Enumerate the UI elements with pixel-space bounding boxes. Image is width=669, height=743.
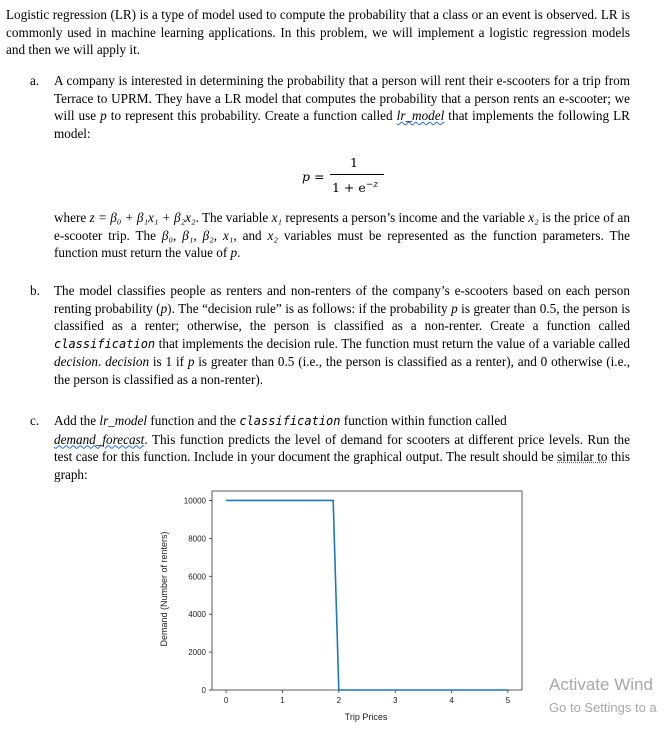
activate-windows-subtitle: Go to Settings to a: [549, 700, 657, 715]
series-line-demand: [226, 500, 508, 690]
y-tick-label: 8000: [188, 534, 206, 544]
x-tick-label: 5: [505, 696, 511, 705]
part-b-label: b.: [30, 283, 40, 298]
demand-forecast-function-name: demand_forecast: [54, 431, 145, 447]
y-tick-label: 2000: [188, 648, 206, 658]
x-tick-label: 2: [336, 696, 342, 705]
part-a-text-2: where z = β₀ + β₁x₁ + β₂x₂. The variable x₁ represents a person’s income and the variable x₂ is the price of an e-scooter trip. The β₀, β₁, β₂, x₁, and x₂ variables must be represented as the function parameters. The function must return the value of p.: [54, 210, 630, 261]
part-a-label: a.: [30, 73, 40, 88]
y-tick-label: 10000: [183, 496, 206, 506]
demand-chart: [150, 485, 530, 730]
part-c-label: c.: [30, 413, 40, 428]
formula-numerator: 1: [350, 155, 358, 170]
part-c-text: Add the lr_model function and the classification function within function called demand_forecast. This function predicts the level of demand for scooters at different price levels. Run the test case for this function. Include in your document the graphical output. The result should be similar to this graph:: [54, 413, 631, 482]
chart-frame: [212, 491, 522, 690]
part-a-text-1: A company is interested in determining the probability that a person will rent their e-scooters for a trip from Terrace to UPRM. They have a LR model that computes the probability that a person rents an e-scooter; we will use p to represent this probability. Create a function called lr_model that implements the following LR model:: [54, 73, 630, 141]
x-tick-label: 3: [392, 696, 398, 705]
formula-lhs: p =: [302, 169, 325, 184]
y-tick-label: 6000: [188, 572, 206, 582]
chart-ylabel: Demand (Number of renters): [159, 531, 169, 647]
formula-fraction-bar: [330, 174, 384, 175]
activate-windows-title: Activate Wind: [549, 675, 653, 694]
chart-xlabel: Trip Prices: [344, 712, 388, 722]
y-tick-label: 0: [201, 686, 206, 695]
classification-function-name: classification: [54, 336, 156, 351]
formula-denominator: $1 + e^{-z}$: [332, 180, 379, 196]
x-tick-label: 1: [280, 696, 285, 705]
intro-paragraph: Logistic regression (LR) is a type of model used to compute the probability that a class or an event is observed. LR is commonly used in machine learning applications. In this problem, we will implement a logistic regression models and then we will apply it.: [6, 7, 630, 58]
x-tick-label: 4: [449, 696, 454, 705]
part-b-text: The model classifies people as renters and non-renters of the company’s e-scooters based on each person renting probability (p). The “decision rule” is as follows: if the probability p is greater than 0.5, the person is classified as a renter; otherwise, the person is classified as a non-renter. Create a function called classification that implements the decision rule. The function must return the value of a variable called decision. decision is 1 if p is greater than 0.5 (i.e., the person is classified as a renter), and 0 otherwise (i.e., the person is classified as a non-renter).: [54, 283, 631, 387]
y-tick-label: 4000: [188, 610, 206, 620]
lr-model-function-name: lr_model: [396, 108, 445, 124]
x-tick-label: 0: [223, 696, 229, 705]
